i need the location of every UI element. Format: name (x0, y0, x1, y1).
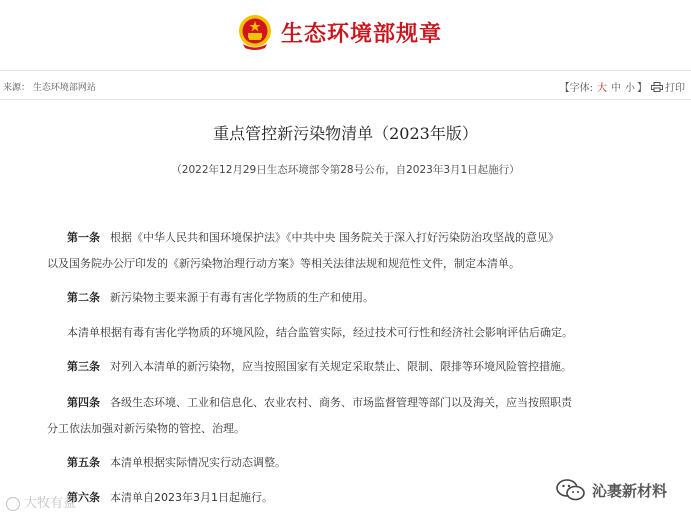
print-button[interactable]: 打印 (665, 83, 685, 94)
national-emblem-icon (238, 14, 272, 50)
site-title[interactable]: 生态环境部规章 (281, 21, 443, 47)
article-1-line1: 根据《中华人民共和国环境保护法》《中共中央 国务院关于深入打好污染防治攻坚战的意见》 (110, 231, 559, 244)
printer-icon[interactable] (651, 82, 663, 92)
article-5-text: 本清单根据实际情况实行动态调整。 (110, 456, 286, 469)
article-2-supplement-text: 本清单根据有毒有害化学物质的环境风险，结合监管实际，经过技术可行性和经济社会影响评估后确定。 (67, 326, 573, 339)
article-6-text: 本清单自2023年3月1日起施行。 (110, 491, 273, 504)
article-3-text: 对列入本清单的新污染物，应当按照国家有关规定采取禁止、限制、限排等环境风险管控措施。 (110, 360, 572, 373)
watermark-right-text: 沁裹新材料 (592, 481, 668, 500)
article-3-label: 第三条 (67, 360, 100, 373)
article-2 (67, 285, 667, 311)
font-size-close-bracket: 】 (637, 83, 647, 94)
article-2-supplement (67, 320, 667, 346)
article-4-line1: 各级生态环境、工业和信息化、农业农村、商务、市场监督管理等部门以及海关，应当按照职责 (110, 396, 572, 409)
watermark-circle-icon (6, 497, 20, 511)
article-1 (47, 225, 667, 277)
article-5 (67, 450, 667, 476)
article-1-line2: 以及国务院办公厅印发的《新污染物治理行动方案》等相关法律法规和规范性文件，制定本清单。 (47, 257, 520, 270)
font-size-label: 【字体: (559, 83, 593, 94)
article-2-text: 新污染物主要来源于有毒有害化学物质的生产和使用。 (110, 291, 374, 304)
article-4-label: 第四条 (67, 396, 100, 409)
font-size-large-button[interactable]: 大 (597, 83, 607, 94)
wechat-icon (556, 478, 586, 502)
document-title: 重点管控新污染物清单（2023年版） (213, 124, 478, 143)
watermark-left (6, 492, 76, 511)
site-header (0, 0, 691, 70)
font-size-medium-button[interactable]: 中 (611, 83, 621, 94)
font-size-controls (560, 79, 685, 94)
document-subtitle: （2022年12月29日生态环境部令第28号公布，自2023年3月1日起施行） (171, 164, 520, 176)
article-5-label: 第五条 (67, 456, 100, 469)
article-6-label: 第六条 (67, 491, 100, 504)
watermark-right (556, 478, 667, 502)
article-2-label: 第二条 (67, 291, 100, 304)
article-4 (47, 390, 667, 442)
watermark-left-text: 大牧有益 (24, 496, 77, 511)
source-label: 来源： 生态环境部网站 (3, 83, 96, 93)
font-size-small-button[interactable]: 小 (625, 83, 635, 94)
article-3 (67, 354, 667, 380)
article-toolbar (0, 70, 691, 100)
article-1-label: 第一条 (67, 231, 100, 244)
article-4-line2: 分工依法加强对新污染物的管控、治理。 (47, 422, 245, 435)
